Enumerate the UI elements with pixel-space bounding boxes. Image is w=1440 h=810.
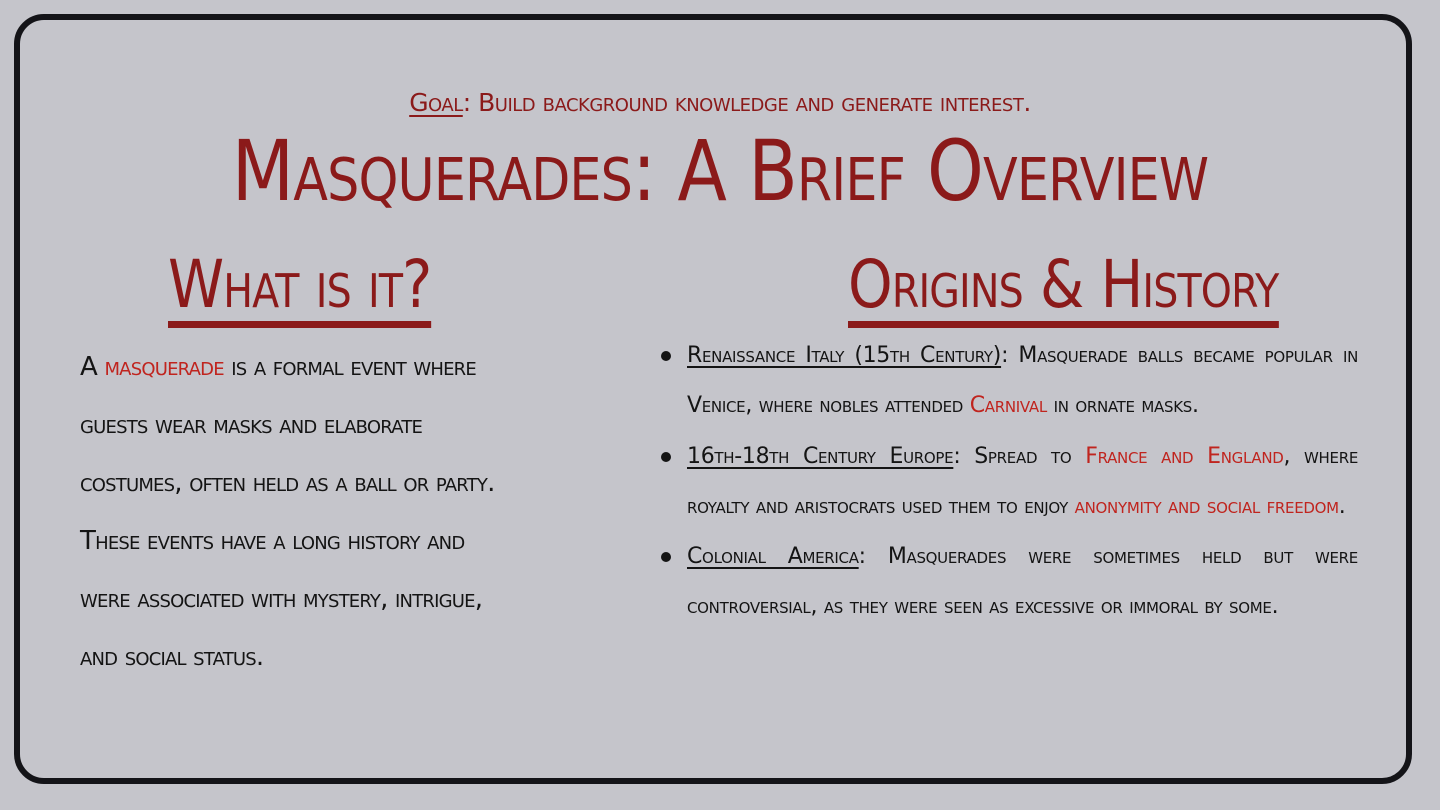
slide-title: Masquerades: A Brief Overview xyxy=(231,122,1209,220)
masquerade-term: masquerade xyxy=(104,352,224,382)
history-list xyxy=(656,331,1358,633)
origins-history-heading: Origins & History xyxy=(848,246,1349,328)
list-item: 16th-18th Century Europe: Spread to France and England, where royalty and aristocrats used them to enjoy anonymity and social freedom. xyxy=(656,432,1358,533)
goal-label: Goal xyxy=(409,88,463,117)
what-is-it-heading: What is it? xyxy=(168,246,474,328)
goal-text: : Build background knowledge and generate interest. xyxy=(462,88,1031,117)
highlight-text: France and England xyxy=(1085,443,1284,469)
list-item: Colonial America: Masquerades were sometimes held but were controversial, as they were seen as excessive or immoral by some. xyxy=(656,532,1358,633)
definition-paragraph: A masquerade is a formal event where guests wear masks and elaborate costumes, often held as a ball or party. These events have a long history and were associated with mystery, intrigue, and social status. xyxy=(80,352,495,672)
list-item-term: Colonial America xyxy=(687,544,859,570)
list-item-term: Renaissance Italy (15th Century) xyxy=(687,343,1002,368)
list-item: Renaissance Italy (15th Century): Masquerade balls became popular in Venice, where nobles attended Carnival in ornate masks. xyxy=(656,331,1358,432)
goal-line xyxy=(0,88,1440,117)
highlight-text: anonymity and social freedom xyxy=(1074,493,1339,519)
highlight-text: Carnival xyxy=(969,393,1047,419)
list-item-term: 16th-18th Century Europe xyxy=(687,443,954,469)
